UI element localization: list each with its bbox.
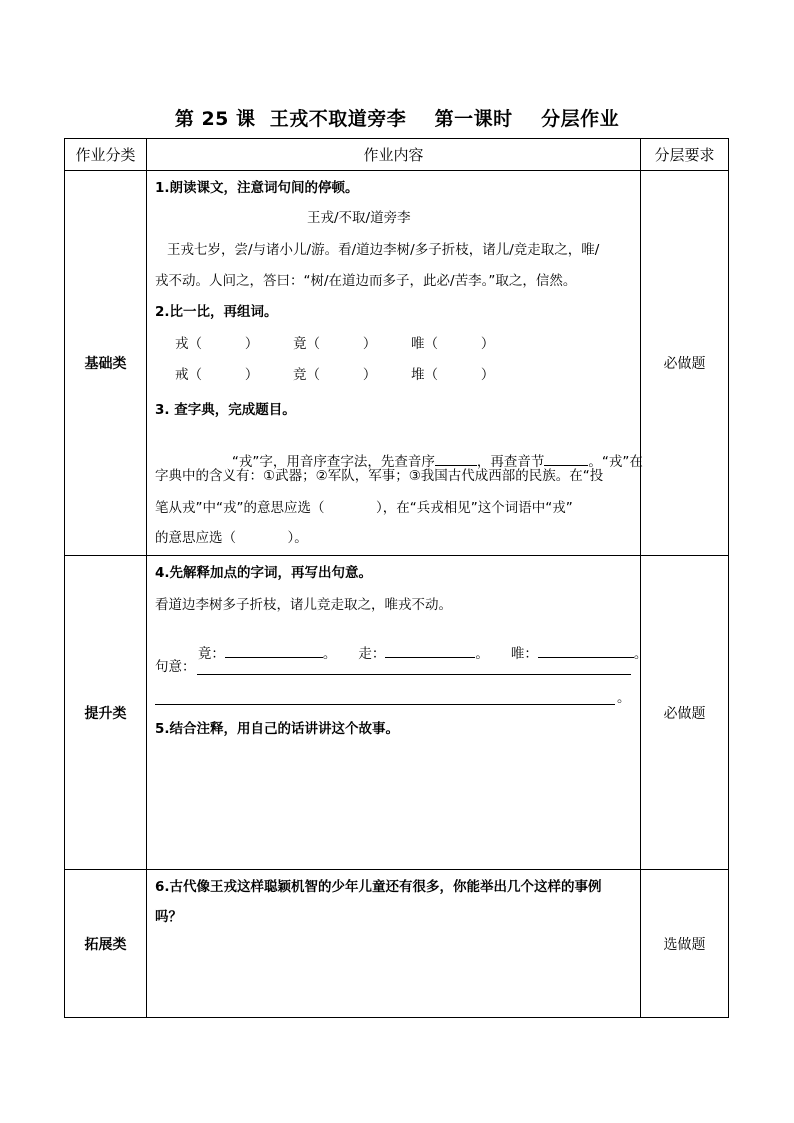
header-row — [65, 139, 729, 171]
category-advanced: 提升类 — [65, 556, 147, 870]
q3-line1-part-b: ，再查音节 — [476, 454, 545, 470]
q5-title: 5.结合注释，用自己的话讲讲这个故事。 — [155, 721, 400, 737]
category-basic: 基础类 — [65, 171, 147, 556]
blank-juyi-line1[interactable] — [197, 674, 631, 675]
q2-title: 2.比一比，再组词。 — [155, 304, 278, 320]
q6-answer-area[interactable] — [155, 932, 625, 1010]
q5-answer-area[interactable] — [155, 746, 625, 856]
period: 。 — [617, 690, 631, 706]
table-row-extension — [65, 870, 729, 1018]
q2-item[interactable]: 竟（ ） — [293, 336, 377, 352]
q2-item[interactable]: 戎（ ） — [175, 336, 259, 352]
q1-subtitle: 王戎/不取/道旁李 — [307, 210, 411, 226]
period: 。 — [475, 646, 489, 662]
q2-item[interactable]: 戒（ ） — [175, 367, 259, 383]
content-advanced — [147, 556, 648, 870]
label-zou: 走： — [358, 646, 386, 662]
blank-yinxu[interactable] — [435, 453, 477, 466]
requirement-extension: 选做题 — [641, 870, 729, 1018]
header-requirement: 分层要求 — [641, 139, 729, 171]
label-juyi: 句意： — [155, 659, 196, 675]
q1-text-line1: 王戎七岁，尝/与诸小儿/游。看/道边李树/多子折枝，诸儿/竞走取之，唯/ — [167, 242, 600, 258]
requirement-advanced: 必做题 — [641, 556, 729, 870]
period: 。 — [633, 646, 648, 662]
page-title: 第 25 课 王戎不取道旁李 第一课时 分层作业 — [174, 108, 620, 130]
header-content: 作业内容 — [147, 139, 641, 171]
q3-line1-part-c: 。“戎”在 — [588, 454, 643, 470]
q4-sentence: 看道边李树多子折枝，诸儿竞走取之，唯戎不动。 — [155, 597, 452, 613]
content-extension — [147, 870, 641, 1018]
q4-title: 4.先解释加点的字词，再写出句意。 — [155, 565, 373, 581]
q2-item[interactable]: 竞（ ） — [293, 367, 377, 383]
table-row-advanced — [65, 556, 729, 870]
q6-line1: 6.古代像王戎这样聪颖机智的少年儿童还有很多，你能举出几个这样的事例 — [155, 879, 602, 895]
requirement-basic: 必做题 — [641, 171, 729, 556]
label-wei: 唯： — [510, 646, 538, 662]
period: 。 — [322, 646, 337, 662]
table-row-basic — [65, 171, 729, 556]
blank-jing[interactable] — [225, 645, 323, 658]
label-jing: 竟： — [197, 646, 225, 662]
header-category: 作业分类 — [65, 139, 147, 171]
blank-juyi-line2[interactable] — [155, 704, 615, 705]
blank-yinjie[interactable] — [544, 453, 588, 466]
q4-blanks-row — [155, 627, 647, 681]
q2-item[interactable]: 唯（ ） — [411, 336, 495, 352]
blank-wei[interactable] — [538, 645, 634, 658]
q1-title: 1.朗读课文，注意词句间的停顿。 — [155, 180, 359, 196]
homework-table — [64, 138, 729, 1018]
blank-zou[interactable] — [385, 645, 475, 658]
q3-line3: 笔从戎”中“戎”的意思应选（ ），在“兵戎相见”这个词语中“戎” — [155, 500, 573, 516]
q6-line2: 吗？ — [155, 909, 182, 925]
category-extension: 拓展类 — [65, 870, 147, 1018]
content-basic — [147, 171, 641, 556]
q3-line2: 字典中的含义有：①武器；②军队，军事；③我国古代成西部的民族。在“投 — [155, 468, 604, 484]
q3-line4: 的意思应选（ ）。 — [155, 530, 308, 546]
q3-title: 3. 查字典，完成题目。 — [155, 402, 296, 418]
q3-line1-part-a: “戎”字，用音序查字法，先查音序 — [231, 454, 435, 470]
q2-item[interactable]: 堆（ ） — [411, 367, 495, 383]
q1-text-line2: 戎不动。人问之，答曰：“树/在道边而多子，此必/苦李。”取之，信然。 — [155, 273, 577, 289]
